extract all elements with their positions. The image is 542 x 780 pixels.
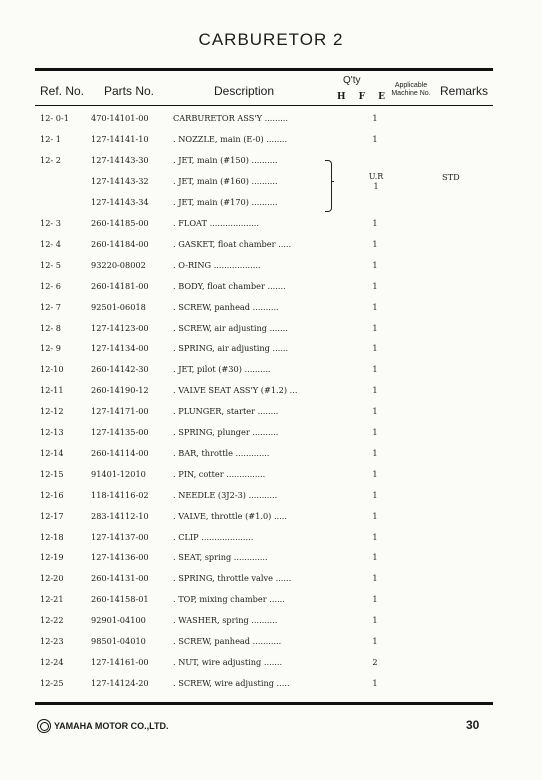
table-row (0, 427, 542, 447)
description-cell: . PLUNGER, starter ........ (173, 406, 279, 417)
table-row (0, 573, 542, 593)
table-row (0, 511, 542, 531)
ref-no-cell: 12-10 (40, 364, 64, 375)
ref-no-cell: 12-20 (40, 573, 64, 584)
jet-group-brace (325, 160, 332, 212)
description-cell: . NOZZLE, main (E-0) ........ (173, 134, 288, 144)
qty-cell: 1 (372, 238, 378, 249)
description-cell: . SCREW, panhead ........... (173, 636, 282, 646)
description-cell: . WASHER, spring .......... (173, 615, 278, 626)
parts-no-cell: 127-14123-00 (91, 322, 149, 333)
ref-no-cell: 12-25 (40, 677, 64, 688)
description-cell: . NEEDLE (3J2-3) ........... (173, 489, 278, 500)
table-row (0, 239, 542, 259)
table-row (0, 490, 542, 510)
qty-cell: 1 (372, 343, 378, 354)
table-row (0, 678, 542, 698)
ref-no-cell: 12- 5 (40, 259, 61, 270)
header-applicable: Applicable Machine No. (391, 82, 431, 97)
table-row (0, 323, 542, 343)
ref-no-cell: 12-12 (40, 406, 64, 417)
parts-no-cell: 470-14101-00 (91, 113, 149, 123)
page-number: 30 (466, 718, 480, 732)
qty-cell: 1 (372, 134, 378, 144)
qty-cell: 1 (372, 594, 378, 605)
header-bottom-rule (35, 105, 493, 106)
ref-no-cell: 12-13 (40, 427, 64, 437)
table-row (0, 172, 542, 196)
description-cell: . GASKET, float chamber ..... (173, 238, 292, 249)
ref-no-cell: 12-23 (40, 636, 64, 646)
description-cell: . SCREW, wire adjusting ..... (173, 677, 290, 688)
qty-cell: 1 (372, 615, 378, 626)
parts-no-cell: 283-14112-10 (91, 510, 149, 521)
qty-cell: 1 (372, 385, 378, 396)
table-row (0, 636, 542, 656)
table-row (0, 113, 542, 133)
qty-cell: 1 (372, 113, 378, 123)
ref-no-cell: 12- 0-1 (40, 113, 69, 123)
header-description: Description (214, 84, 275, 98)
ref-no-cell: 12- 9 (40, 343, 61, 354)
description-cell: . O-RING .................. (173, 259, 261, 270)
ref-no-cell: 12- 3 (40, 218, 61, 228)
footer-brand (37, 719, 169, 733)
table-row (0, 594, 542, 614)
parts-no-cell: 127-14134-00 (91, 343, 149, 354)
header-remarks: Remarks (440, 84, 489, 98)
parts-no-cell: 127-14161-00 (91, 656, 149, 667)
description-cell: . BAR, throttle ............. (173, 447, 270, 458)
footer-rule (35, 702, 493, 705)
qty-cell: 1 (372, 218, 378, 228)
description-cell: . SPRING, throttle valve ...... (173, 573, 292, 584)
parts-no-cell: 127-14136-00 (91, 552, 149, 563)
header-hfe: H F E (337, 92, 391, 102)
header-qty: Q'ty (343, 75, 361, 86)
table-row (0, 657, 542, 677)
description-cell: . JET, main (#150) .......... (173, 155, 278, 165)
table-row (0, 343, 542, 363)
description-cell: . NUT, wire adjusting ....... (173, 656, 283, 667)
table-row (0, 552, 542, 572)
parts-no-cell: 260-14158-01 (91, 594, 149, 605)
description-cell: . VALVE SEAT ASS'Y (#1.2) ... (173, 385, 298, 396)
parts-no-cell: 91401-12010 (91, 468, 146, 479)
jet-group-qty (366, 172, 386, 192)
parts-no-cell: 92501-06018 (91, 301, 146, 312)
parts-no-cell: 127-14143-30 (91, 155, 149, 165)
qty-cell: 1 (372, 489, 378, 500)
table-row (0, 532, 542, 552)
description-cell: . SPRING, plunger .......... (173, 427, 279, 437)
description-cell: . JET, pilot (#30) .......... (173, 364, 271, 375)
qty-cell: 1 (372, 322, 378, 333)
description-cell: . SCREW, air adjusting ....... (173, 322, 288, 333)
table-row (0, 615, 542, 635)
qty-cell: 1 (372, 531, 378, 542)
description-cell: . SCREW, panhead .......... (173, 301, 279, 312)
parts-no-cell: 260-14131-00 (91, 573, 149, 584)
qty-cell: 1 (372, 468, 378, 479)
parts-no-cell: 93220-08002 (91, 259, 146, 270)
ref-no-cell: 12- 7 (40, 301, 61, 312)
ref-no-cell: 12-22 (40, 615, 64, 626)
parts-no-cell: 260-14142-30 (91, 364, 149, 375)
ref-no-cell: 12- 1 (40, 134, 61, 144)
qty-cell: 1 (372, 552, 378, 563)
table-row (0, 469, 542, 489)
parts-no-cell: 127-14141-10 (91, 134, 149, 144)
description-cell: . VALVE, throttle (#1.0) ..... (173, 510, 287, 521)
table-row (0, 134, 542, 154)
ref-no-cell: 12-21 (40, 594, 64, 605)
qty-cell: 1 (372, 510, 378, 521)
ref-no-cell: 12-17 (40, 510, 64, 521)
remarks-cell: STD (442, 172, 460, 182)
table-row (0, 302, 542, 322)
qty-cell: 1 (372, 406, 378, 417)
description-cell: . PIN, cotter ............... (173, 468, 266, 479)
description-cell: . SEAT, spring ............. (173, 552, 268, 563)
description-cell: . SPRING, air adjusting ...... (173, 343, 289, 354)
qty-cell: 1 (372, 364, 378, 375)
parts-no-cell: 92901-04100 (91, 615, 146, 626)
table-row (0, 385, 542, 405)
ref-no-cell: 12-24 (40, 656, 64, 667)
table-row (0, 448, 542, 468)
ref-no-cell: 12-14 (40, 447, 64, 458)
jet-group-brace-tip (331, 181, 334, 182)
qty-cell: 1 (372, 301, 378, 312)
parts-no-cell: 127-14135-00 (91, 427, 149, 437)
qty-cell: 2 (372, 656, 378, 667)
table-row (0, 364, 542, 384)
yamaha-logo-icon (37, 719, 51, 733)
table-row (0, 406, 542, 426)
qty-cell: 1 (372, 573, 378, 584)
description-cell: . CLIP .................... (173, 531, 254, 542)
table-row (0, 197, 542, 217)
parts-no-cell: 127-14143-34 (91, 197, 149, 207)
header-ref-no: Ref. No. (40, 84, 85, 98)
table-row (0, 155, 542, 175)
parts-no-cell: 260-14184-00 (91, 238, 149, 249)
description-cell: . FLOAT ................... (173, 218, 260, 228)
parts-no-cell: 118-14116-02 (91, 489, 149, 500)
footer-company: YAMAHA MOTOR CO.,LTD. (54, 721, 169, 731)
qty-cell: 1 (372, 280, 378, 291)
description-cell: . BODY, float chamber ....... (173, 280, 286, 291)
ref-no-cell: 12-19 (40, 552, 64, 563)
jet-group-qty-line2: 1 (373, 182, 379, 191)
parts-no-cell: 127-14124-20 (91, 677, 149, 688)
ref-no-cell: 12- 4 (40, 238, 61, 249)
ref-no-cell: 12- 8 (40, 322, 61, 333)
qty-cell: 1 (372, 677, 378, 688)
ref-no-cell: 12- 6 (40, 280, 61, 291)
qty-cell: 1 (372, 427, 378, 437)
table-row (0, 218, 542, 238)
header-parts-no: Parts No. (104, 84, 155, 98)
parts-no-cell: 260-14190-12 (91, 385, 149, 396)
parts-no-cell: 127-14143-32 (91, 176, 149, 186)
parts-no-cell: 260-14114-00 (91, 447, 149, 458)
qty-cell: 1 (372, 636, 378, 646)
parts-no-cell: 127-14137-00 (91, 531, 149, 542)
ref-no-cell: 12-11 (40, 385, 64, 396)
page-title: CARBURETOR 2 (198, 30, 344, 49)
description-cell: CARBURETOR ASS'Y ......... (173, 113, 289, 123)
qty-cell: 1 (372, 447, 378, 458)
ref-no-cell: 12- 2 (40, 155, 61, 165)
jet-group-qty-line1: U.R (368, 172, 384, 181)
qty-cell: 1 (372, 259, 378, 270)
ref-no-cell: 12-18 (40, 531, 64, 542)
ref-no-cell: 12-16 (40, 489, 64, 500)
ref-no-cell: 12-15 (40, 468, 64, 479)
header-top-rule (35, 68, 493, 71)
parts-no-cell: 260-14181-00 (91, 280, 149, 291)
parts-no-cell: 98501-04010 (91, 636, 146, 646)
description-cell: . TOP, mixing chamber ...... (173, 594, 285, 605)
parts-no-cell: 127-14171-00 (91, 406, 149, 417)
table-row (0, 260, 542, 280)
table-row (0, 281, 542, 301)
description-cell: . JET, main (#160) .......... (173, 176, 278, 186)
parts-no-cell: 260-14185-00 (91, 218, 149, 228)
description-cell: . JET, main (#170) .......... (173, 197, 278, 207)
